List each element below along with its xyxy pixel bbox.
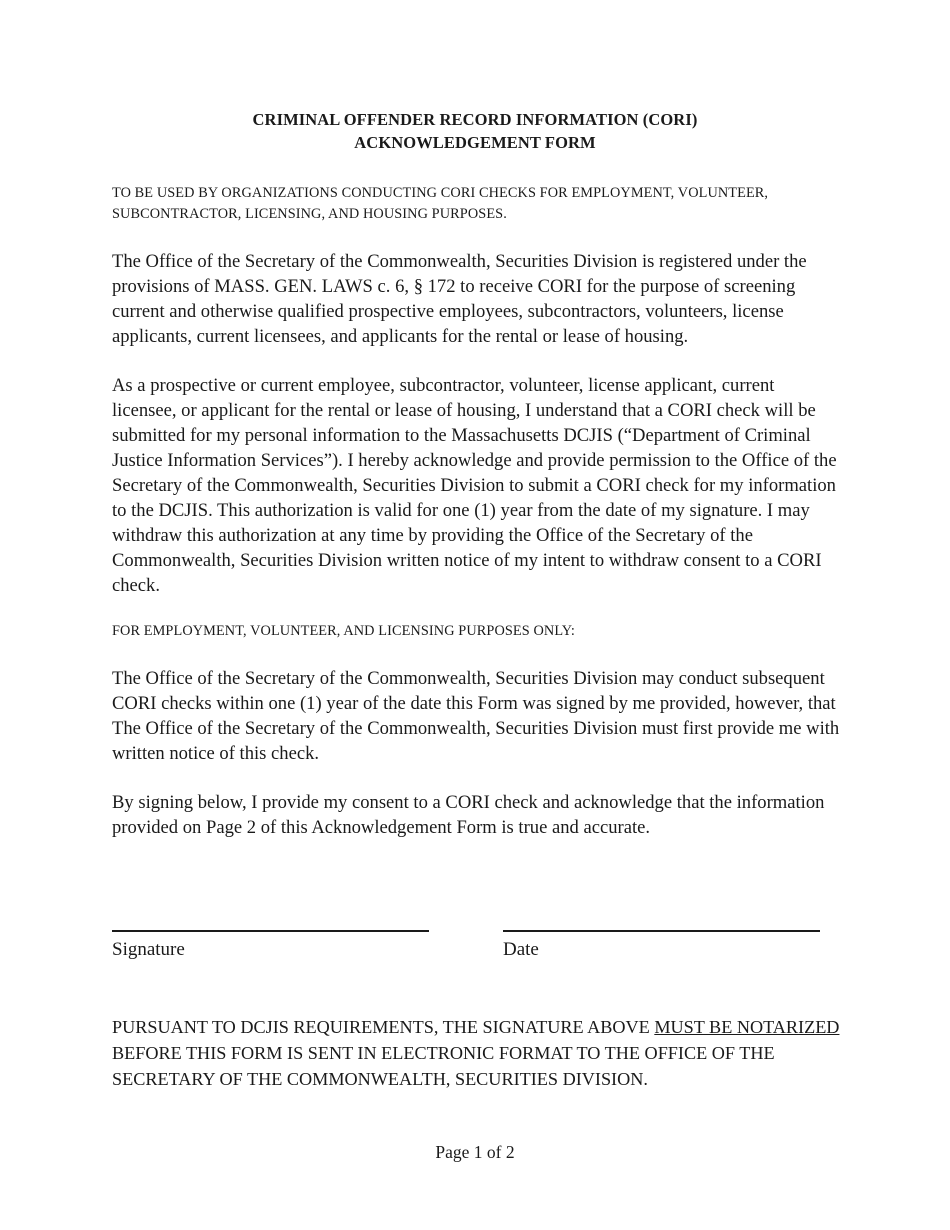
registration-paragraph: The Office of the Secretary of the Commonwealth, Securities Division is registered under the provisions of MASS. GEN. LAWS c. 6, § 172 to receive CORI for the purpose of screening current and otherwise qualified prospective employees, subcontractors, volunteers, license applicants, current licensees, and applicants for the rental or lease of housing.: [112, 251, 807, 347]
date-label: Date: [503, 939, 539, 960]
signature-label: Signature: [112, 939, 185, 960]
usage-note: TO BE USED BY ORGANIZATIONS CONDUCTING CORI CHECKS FOR EMPLOYMENT, VOLUNTEER, SUBCONTRACTOR, LICENSING, AND HOUSING PURPOSES.: [112, 185, 769, 222]
form-title-line-1: CRIMINAL OFFENDER RECORD INFORMATION (CORI): [252, 110, 698, 129]
signature-line[interactable]: [112, 930, 429, 932]
notarization-notice: [112, 1014, 842, 1092]
notice-underlined-text: MUST BE NOTARIZED: [654, 1017, 840, 1037]
form-title-line-2: ACKNOWLEDGEMENT FORM: [354, 133, 596, 152]
consent-paragraph: By signing below, I provide my consent to a CORI check and acknowledge that the information provided on Page 2 of this Acknowledgement Form is true and accurate.: [112, 792, 825, 838]
section-heading: FOR EMPLOYMENT, VOLUNTEER, AND LICENSING PURPOSES ONLY:: [112, 623, 575, 639]
page-number: Page 1 of 2: [435, 1142, 515, 1162]
form-title: [0, 108, 950, 154]
notice-text-after: BEFORE THIS FORM IS SENT IN ELECTRONIC FORMAT TO THE OFFICE OF THE SECRETARY OF THE COMMONWEALTH, SECURITIES DIVISION.: [112, 1043, 775, 1089]
date-line[interactable]: [503, 930, 820, 932]
notice-text-before: PURSUANT TO DCJIS REQUIREMENTS, THE SIGNATURE ABOVE: [112, 1017, 655, 1037]
acknowledgement-paragraph: As a prospective or current employee, subcontractor, volunteer, license applicant, current licensee, or applicant for the rental or lease of housing, I understand that a CORI check will be submitted for my personal information to the Massachusetts DCJIS (“Department of Criminal Justice Information Services”). I hereby acknowledge and provide permission to the Office of the Secretary of the Commonwealth, Securities Division to submit a CORI check for my information to the DCJIS. This authorization is valid for one (1) year from the date of my signature. I may withdraw this authorization at any time by providing the Office of the Secretary of the Commonwealth, Securities Division written notice of my intent to withdraw consent to a CORI check.: [112, 375, 837, 596]
subsequent-checks-paragraph: The Office of the Secretary of the Commonwealth, Securities Division may conduct subsequent CORI checks within one (1) year of the date this Form was signed by me provided, however, that The Office of the Secretary of the Commonwealth, Securities Division must first provide me with written notice of this check.: [112, 668, 840, 764]
